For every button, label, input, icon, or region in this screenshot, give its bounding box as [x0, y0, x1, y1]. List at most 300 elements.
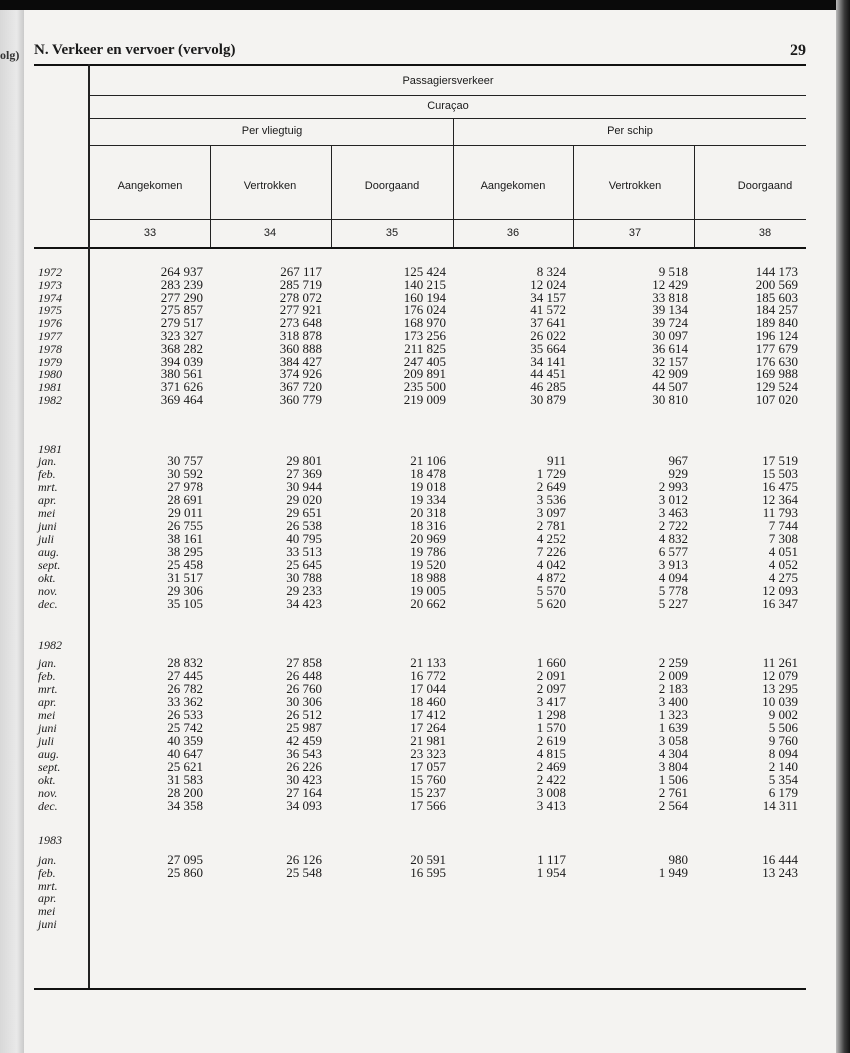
row-label: aug. — [38, 545, 59, 559]
table-cell: 26 533 — [167, 707, 203, 722]
table-cell: 34 157 — [530, 289, 566, 305]
table-cell: 184 257 — [755, 302, 798, 318]
rule — [88, 95, 806, 96]
row-label: jan. — [38, 454, 57, 468]
table-cell: 40 795 — [286, 531, 322, 546]
table-cell: 371 626 — [160, 379, 203, 395]
table-cell: 2 564 — [658, 798, 688, 813]
row-label: mrt. — [38, 480, 58, 494]
table-cell: 369 464 — [160, 392, 203, 407]
table-cell: 19 005 — [410, 583, 446, 598]
table-cell: 25 458 — [167, 557, 203, 572]
table-cell: 2 140 — [768, 759, 798, 774]
table-cell: 360 888 — [279, 340, 322, 356]
table-cell: 44 507 — [652, 379, 688, 395]
table-cell: 40 359 — [167, 733, 203, 748]
table-cell: 273 648 — [279, 315, 322, 331]
table-cell: 283 239 — [160, 276, 203, 292]
table-cell: 20 969 — [410, 531, 446, 546]
row-label: mei — [38, 506, 56, 520]
table-cell: 12 093 — [762, 583, 798, 598]
mode-header-air: Per vliegtuig — [241, 125, 303, 137]
row-label: okt. — [38, 773, 56, 787]
table-cell: 11 261 — [762, 655, 798, 670]
table-cell: 33 818 — [652, 289, 688, 305]
table-cell: 275 857 — [160, 302, 203, 318]
table-cell: 277 921 — [279, 302, 322, 318]
table-cell: 30 788 — [286, 570, 322, 585]
table-cell: 2 722 — [658, 518, 688, 533]
table-cell: 4 872 — [536, 570, 566, 585]
table-cell: 4 275 — [768, 570, 798, 585]
table-cell: 1 954 — [536, 864, 566, 880]
column-divider — [453, 118, 454, 247]
table-cell: 3 804 — [658, 759, 688, 774]
table-cell: 4 051 — [768, 544, 798, 559]
table-cell: 911 — [546, 453, 566, 468]
row-label: 1972 — [38, 265, 62, 279]
table-cell: 26 126 — [286, 852, 322, 867]
column-number: 36 — [506, 227, 520, 239]
table-cell: 30 306 — [286, 694, 322, 709]
table-cell: 16 595 — [410, 864, 446, 880]
table-cell: 17 044 — [410, 681, 446, 696]
table-cell: 20 591 — [410, 852, 446, 867]
previous-page-fragment: olg) — [0, 48, 20, 62]
rule — [88, 118, 806, 119]
table-cell: 394 039 — [160, 353, 203, 369]
table-cell: 1 729 — [536, 466, 566, 481]
table-cell: 26 760 — [286, 681, 322, 696]
table-cell: 1 506 — [658, 772, 688, 787]
column-header: Aangekomen — [117, 180, 183, 192]
table-top-rule — [34, 64, 806, 66]
table-cell: 5 620 — [536, 596, 566, 611]
table-cell: 34 358 — [167, 798, 203, 813]
table-cell: 2 781 — [536, 518, 566, 533]
table-cell: 278 072 — [279, 289, 322, 305]
row-label: apr. — [38, 891, 57, 906]
table-cell: 3 097 — [536, 505, 566, 520]
row-label: okt. — [38, 571, 56, 585]
table-cell: 27 978 — [167, 479, 203, 494]
table-cell: 140 215 — [403, 276, 446, 292]
table-cell: 3 012 — [658, 492, 688, 507]
table-cell: 2 097 — [536, 681, 566, 696]
table-cell: 38 295 — [167, 544, 203, 559]
table-cell: 19 018 — [410, 479, 446, 494]
row-label: nov. — [38, 584, 58, 598]
table-cell: 160 194 — [403, 289, 446, 305]
table-cell: 9 002 — [768, 707, 798, 722]
table-cell: 9 760 — [768, 733, 798, 748]
row-label: nov. — [38, 786, 58, 800]
table-cell: 1 117 — [537, 852, 566, 867]
table-cell: 2 422 — [536, 772, 566, 787]
table-cell: 30 757 — [167, 453, 203, 468]
table-cell: 2 009 — [658, 668, 688, 683]
table-cell: 18 316 — [410, 518, 446, 533]
table-cell: 30 944 — [286, 479, 322, 494]
table-cell: 3 417 — [536, 694, 566, 709]
table-cell: 35 664 — [530, 340, 566, 356]
table-cell: 177 679 — [755, 340, 798, 356]
table-cell: 12 024 — [530, 276, 566, 292]
table-cell: 3 913 — [658, 557, 688, 572]
column-header: Vertrokken — [243, 180, 297, 192]
table-cell: 5 570 — [536, 583, 566, 598]
table-cell: 12 364 — [762, 492, 798, 507]
table-cell: 129 524 — [755, 379, 798, 395]
table-cell: 144 173 — [755, 264, 798, 279]
table-cell: 3 008 — [536, 785, 566, 800]
table-cell: 173 256 — [403, 328, 446, 343]
row-label: dec. — [38, 799, 58, 813]
table-cell: 29 306 — [167, 583, 203, 598]
table-cell: 42 909 — [652, 366, 688, 382]
table-cell: 967 — [668, 453, 688, 468]
column-header: Doorgaand — [364, 180, 420, 192]
table-cell: 17 566 — [410, 798, 446, 813]
table-cell: 7 744 — [768, 518, 798, 533]
row-label: jan. — [38, 853, 57, 867]
table-cell: 20 318 — [410, 505, 446, 520]
table-cell: 13 295 — [762, 681, 798, 696]
table-cell: 29 801 — [286, 453, 322, 468]
column-number: 38 — [758, 227, 772, 239]
column-header: Aangekomen — [480, 180, 546, 192]
row-label: juni — [38, 917, 57, 931]
year-heading: 1981 — [38, 442, 62, 456]
table-cell: 367 720 — [279, 379, 322, 395]
table-cell: 277 290 — [160, 289, 203, 305]
table-cell: 6 179 — [768, 785, 798, 800]
row-label: juni — [38, 721, 57, 735]
table-cell: 12 429 — [652, 276, 688, 292]
table-cell: 9 518 — [658, 264, 688, 279]
table-cell: 1 323 — [658, 707, 688, 722]
table-cell: 3 413 — [536, 798, 566, 813]
table-cell: 4 052 — [768, 557, 798, 572]
table-cell: 5 227 — [658, 596, 688, 611]
table-cell: 18 460 — [410, 694, 446, 709]
table-cell: 17 057 — [410, 759, 446, 774]
table-cell: 26 755 — [167, 518, 203, 533]
rule — [88, 145, 806, 146]
table-cell: 247 405 — [403, 353, 446, 369]
table-cell: 17 519 — [762, 453, 798, 468]
table-cell: 27 164 — [286, 785, 322, 800]
table-cell: 30 879 — [530, 392, 566, 407]
column-number: 37 — [628, 227, 642, 239]
table-cell: 196 124 — [755, 328, 798, 343]
table-cell: 36 543 — [286, 746, 322, 761]
table-cell: 27 095 — [167, 852, 203, 867]
table-cell: 25 987 — [286, 720, 322, 735]
table-cell: 4 042 — [536, 557, 566, 572]
table-cell: 318 878 — [279, 328, 322, 343]
table-cell: 11 793 — [762, 505, 798, 520]
table-cell: 323 327 — [160, 328, 203, 343]
row-label: 1980 — [38, 367, 62, 382]
table-cell: 34 141 — [530, 353, 566, 369]
table-cell: 46 285 — [530, 379, 566, 395]
row-label: feb. — [38, 865, 56, 880]
table-cell: 25 645 — [286, 557, 322, 572]
table-cell: 21 133 — [410, 655, 446, 670]
table-cell: 279 517 — [160, 315, 203, 331]
table-cell: 42 459 — [286, 733, 322, 748]
table-cell: 12 079 — [762, 668, 798, 683]
row-label: 1981 — [38, 380, 62, 395]
table-cell: 169 988 — [755, 366, 798, 382]
table-cell: 380 561 — [160, 366, 203, 382]
table-cell: 200 569 — [755, 276, 798, 292]
table-cell: 16 444 — [762, 852, 798, 867]
group-header: Passagiersverkeer — [402, 75, 494, 87]
table-cell: 29 011 — [167, 505, 203, 520]
table-cell: 4 304 — [658, 746, 688, 761]
table-cell: 33 362 — [167, 694, 203, 709]
table-cell: 2 183 — [658, 681, 688, 696]
row-label: sept. — [38, 760, 61, 774]
row-label: 1974 — [38, 290, 62, 305]
column-header: Vertrokken — [608, 180, 662, 192]
table-cell: 28 832 — [167, 655, 203, 670]
table-cell: 23 323 — [410, 746, 446, 761]
column-number: 33 — [143, 227, 157, 239]
table-cell: 219 009 — [403, 392, 446, 407]
column-divider — [573, 145, 574, 247]
table-cell: 26 538 — [286, 518, 322, 533]
table-cell: 267 117 — [280, 264, 322, 279]
table-cell: 33 513 — [286, 544, 322, 559]
table-bottom-rule — [34, 988, 806, 990]
table-cell: 4 252 — [536, 531, 566, 546]
page-number: 29 — [790, 42, 806, 59]
table-cell: 25 742 — [167, 720, 203, 735]
table-cell: 1 660 — [536, 655, 566, 670]
table-cell: 40 647 — [167, 746, 203, 761]
table-cell: 41 572 — [530, 302, 566, 318]
table-cell: 2 649 — [536, 479, 566, 494]
row-label: mrt. — [38, 878, 58, 893]
table-cell: 19 520 — [410, 557, 446, 572]
row-label: 1975 — [38, 303, 62, 318]
table-cell: 374 926 — [279, 366, 322, 382]
table-cell: 29 233 — [286, 583, 322, 598]
table-cell: 44 451 — [530, 366, 566, 382]
column-divider — [331, 145, 332, 247]
table-cell: 25 548 — [286, 864, 322, 880]
row-label: 1973 — [38, 277, 62, 292]
table-cell: 21 981 — [410, 733, 446, 748]
table-cell: 16 475 — [762, 479, 798, 494]
table-cell: 3 400 — [658, 694, 688, 709]
table-cell: 30 810 — [652, 392, 688, 407]
row-label: apr. — [38, 695, 57, 709]
table-cell: 26 448 — [286, 668, 322, 683]
table-cell: 14 311 — [762, 798, 798, 813]
table-cell: 4 815 — [536, 746, 566, 761]
table-cell: 32 157 — [652, 353, 688, 369]
table-cell: 1 639 — [658, 720, 688, 735]
table-cell: 26 022 — [530, 328, 566, 343]
row-label: aug. — [38, 747, 59, 761]
table-cell: 2 469 — [536, 759, 566, 774]
table-cell: 28 691 — [167, 492, 203, 507]
row-label: apr. — [38, 493, 57, 507]
table-cell: 30 592 — [167, 466, 203, 481]
table-cell: 20 662 — [410, 596, 446, 611]
previous-page-edge — [0, 10, 24, 1053]
table-cell: 4 094 — [658, 570, 688, 585]
table-cell: 8 094 — [768, 746, 798, 761]
table-cell: 21 106 — [410, 453, 446, 468]
table-cell: 39 724 — [652, 315, 688, 331]
table-cell: 2 091 — [536, 668, 566, 683]
row-label: feb. — [38, 669, 56, 683]
table-cell: 19 786 — [410, 544, 446, 559]
column-number: 34 — [263, 227, 277, 239]
table-cell: 25 860 — [167, 864, 203, 880]
column-number: 35 — [385, 227, 399, 239]
table-cell: 27 858 — [286, 655, 322, 670]
table-cell: 18 988 — [410, 570, 446, 585]
table-cell: 235 500 — [403, 379, 446, 395]
table-cell: 15 503 — [762, 466, 798, 481]
table-cell: 8 324 — [536, 264, 566, 279]
row-label: juli — [38, 734, 55, 748]
table-cell: 15 760 — [410, 772, 446, 787]
table-cell: 3 463 — [658, 505, 688, 520]
column-header: Doorgaand — [737, 180, 793, 192]
table-cell: 209 891 — [403, 366, 446, 382]
year-heading: 1982 — [38, 638, 62, 652]
table-cell: 38 161 — [167, 531, 203, 546]
table-cell: 929 — [668, 466, 688, 481]
column-divider — [210, 145, 211, 247]
stub-divider — [88, 64, 90, 988]
table-cell: 16 347 — [762, 596, 798, 611]
table-cell: 25 621 — [167, 759, 203, 774]
row-label: 1977 — [38, 329, 62, 343]
table-cell: 4 832 — [658, 531, 688, 546]
table-cell: 360 779 — [279, 392, 322, 407]
row-label: 1976 — [38, 316, 62, 331]
row-label: mei — [38, 904, 56, 919]
table-cell: 2 259 — [658, 655, 688, 670]
table-cell: 2 619 — [536, 733, 566, 748]
table-cell: 17 264 — [410, 720, 446, 735]
table-cell: 26 512 — [286, 707, 322, 722]
table-cell: 189 840 — [755, 315, 798, 331]
table-cell: 125 424 — [403, 264, 446, 279]
scan-border-right — [836, 0, 850, 1053]
scan-border-top — [0, 0, 850, 10]
row-label: mei — [38, 708, 56, 722]
page-title: N. Verkeer en vervoer (vervolg) — [34, 42, 236, 58]
row-label: juli — [38, 532, 55, 546]
mode-header-ship: Per schip — [607, 125, 653, 137]
table-cell: 30 423 — [286, 772, 322, 787]
table-cell: 36 614 — [652, 340, 688, 356]
table-cell: 211 825 — [404, 340, 446, 356]
table-cell: 1 949 — [658, 864, 688, 880]
table-cell: 285 719 — [279, 276, 322, 292]
table-cell: 15 237 — [410, 785, 446, 800]
row-label: 1978 — [38, 341, 62, 356]
table-cell: 27 445 — [167, 668, 203, 683]
row-label: mrt. — [38, 682, 58, 696]
table-cell: 10 039 — [762, 694, 798, 709]
table-cell: 3 536 — [536, 492, 566, 507]
table-cell: 368 282 — [160, 340, 203, 356]
table-cell: 34 093 — [286, 798, 322, 813]
row-label: feb. — [38, 467, 56, 481]
table-cell: 29 651 — [286, 505, 322, 520]
table-cell: 2 993 — [658, 479, 688, 494]
year-heading: 1983 — [38, 833, 62, 847]
table-cell: 18 478 — [410, 466, 446, 481]
table-cell: 35 105 — [167, 596, 203, 611]
table-cell: 26 782 — [167, 681, 203, 696]
table-cell: 3 058 — [658, 733, 688, 748]
table-cell: 5 778 — [658, 583, 688, 598]
table-cell: 1 570 — [536, 720, 566, 735]
table-cell: 27 369 — [286, 466, 322, 481]
column-divider — [694, 145, 695, 247]
row-label: 1979 — [38, 354, 62, 369]
table-cell: 176 024 — [403, 302, 446, 318]
rule — [88, 219, 806, 220]
row-label: juni — [38, 519, 57, 533]
table-cell: 19 334 — [410, 492, 446, 507]
table-cell: 107 020 — [755, 392, 798, 407]
table-cell: 31 583 — [167, 772, 203, 787]
table-cell: 16 772 — [410, 668, 446, 683]
row-label: sept. — [38, 558, 61, 572]
table-cell: 980 — [668, 852, 688, 867]
table-cell: 185 603 — [755, 289, 798, 305]
table-cell: 6 577 — [658, 544, 688, 559]
table-cell: 39 134 — [652, 302, 688, 318]
table-cell: 7 226 — [536, 544, 566, 559]
table-cell: 5 354 — [768, 772, 798, 787]
table-cell: 1 298 — [536, 707, 566, 722]
table-cell: 7 308 — [768, 531, 798, 546]
region-header: Curaçao — [427, 100, 469, 112]
row-label: jan. — [38, 656, 57, 670]
row-label: 1982 — [38, 393, 62, 407]
table-cell: 17 412 — [410, 707, 446, 722]
table-cell: 30 097 — [652, 328, 688, 343]
table-cell: 26 226 — [286, 759, 322, 774]
table-cell: 28 200 — [167, 785, 203, 800]
header-bottom-rule — [34, 247, 806, 249]
table-cell: 34 423 — [286, 596, 322, 611]
table-cell: 264 937 — [160, 264, 203, 279]
table-cell: 29 020 — [286, 492, 322, 507]
table-cell: 5 506 — [768, 720, 798, 735]
table-cell: 2 761 — [658, 785, 688, 800]
table-cell: 168 970 — [403, 315, 446, 331]
table-cell: 384 427 — [279, 353, 322, 369]
table-cell: 13 243 — [762, 864, 798, 880]
table-cell: 176 630 — [755, 353, 798, 369]
table-cell: 31 517 — [167, 570, 203, 585]
row-label: dec. — [38, 597, 58, 611]
